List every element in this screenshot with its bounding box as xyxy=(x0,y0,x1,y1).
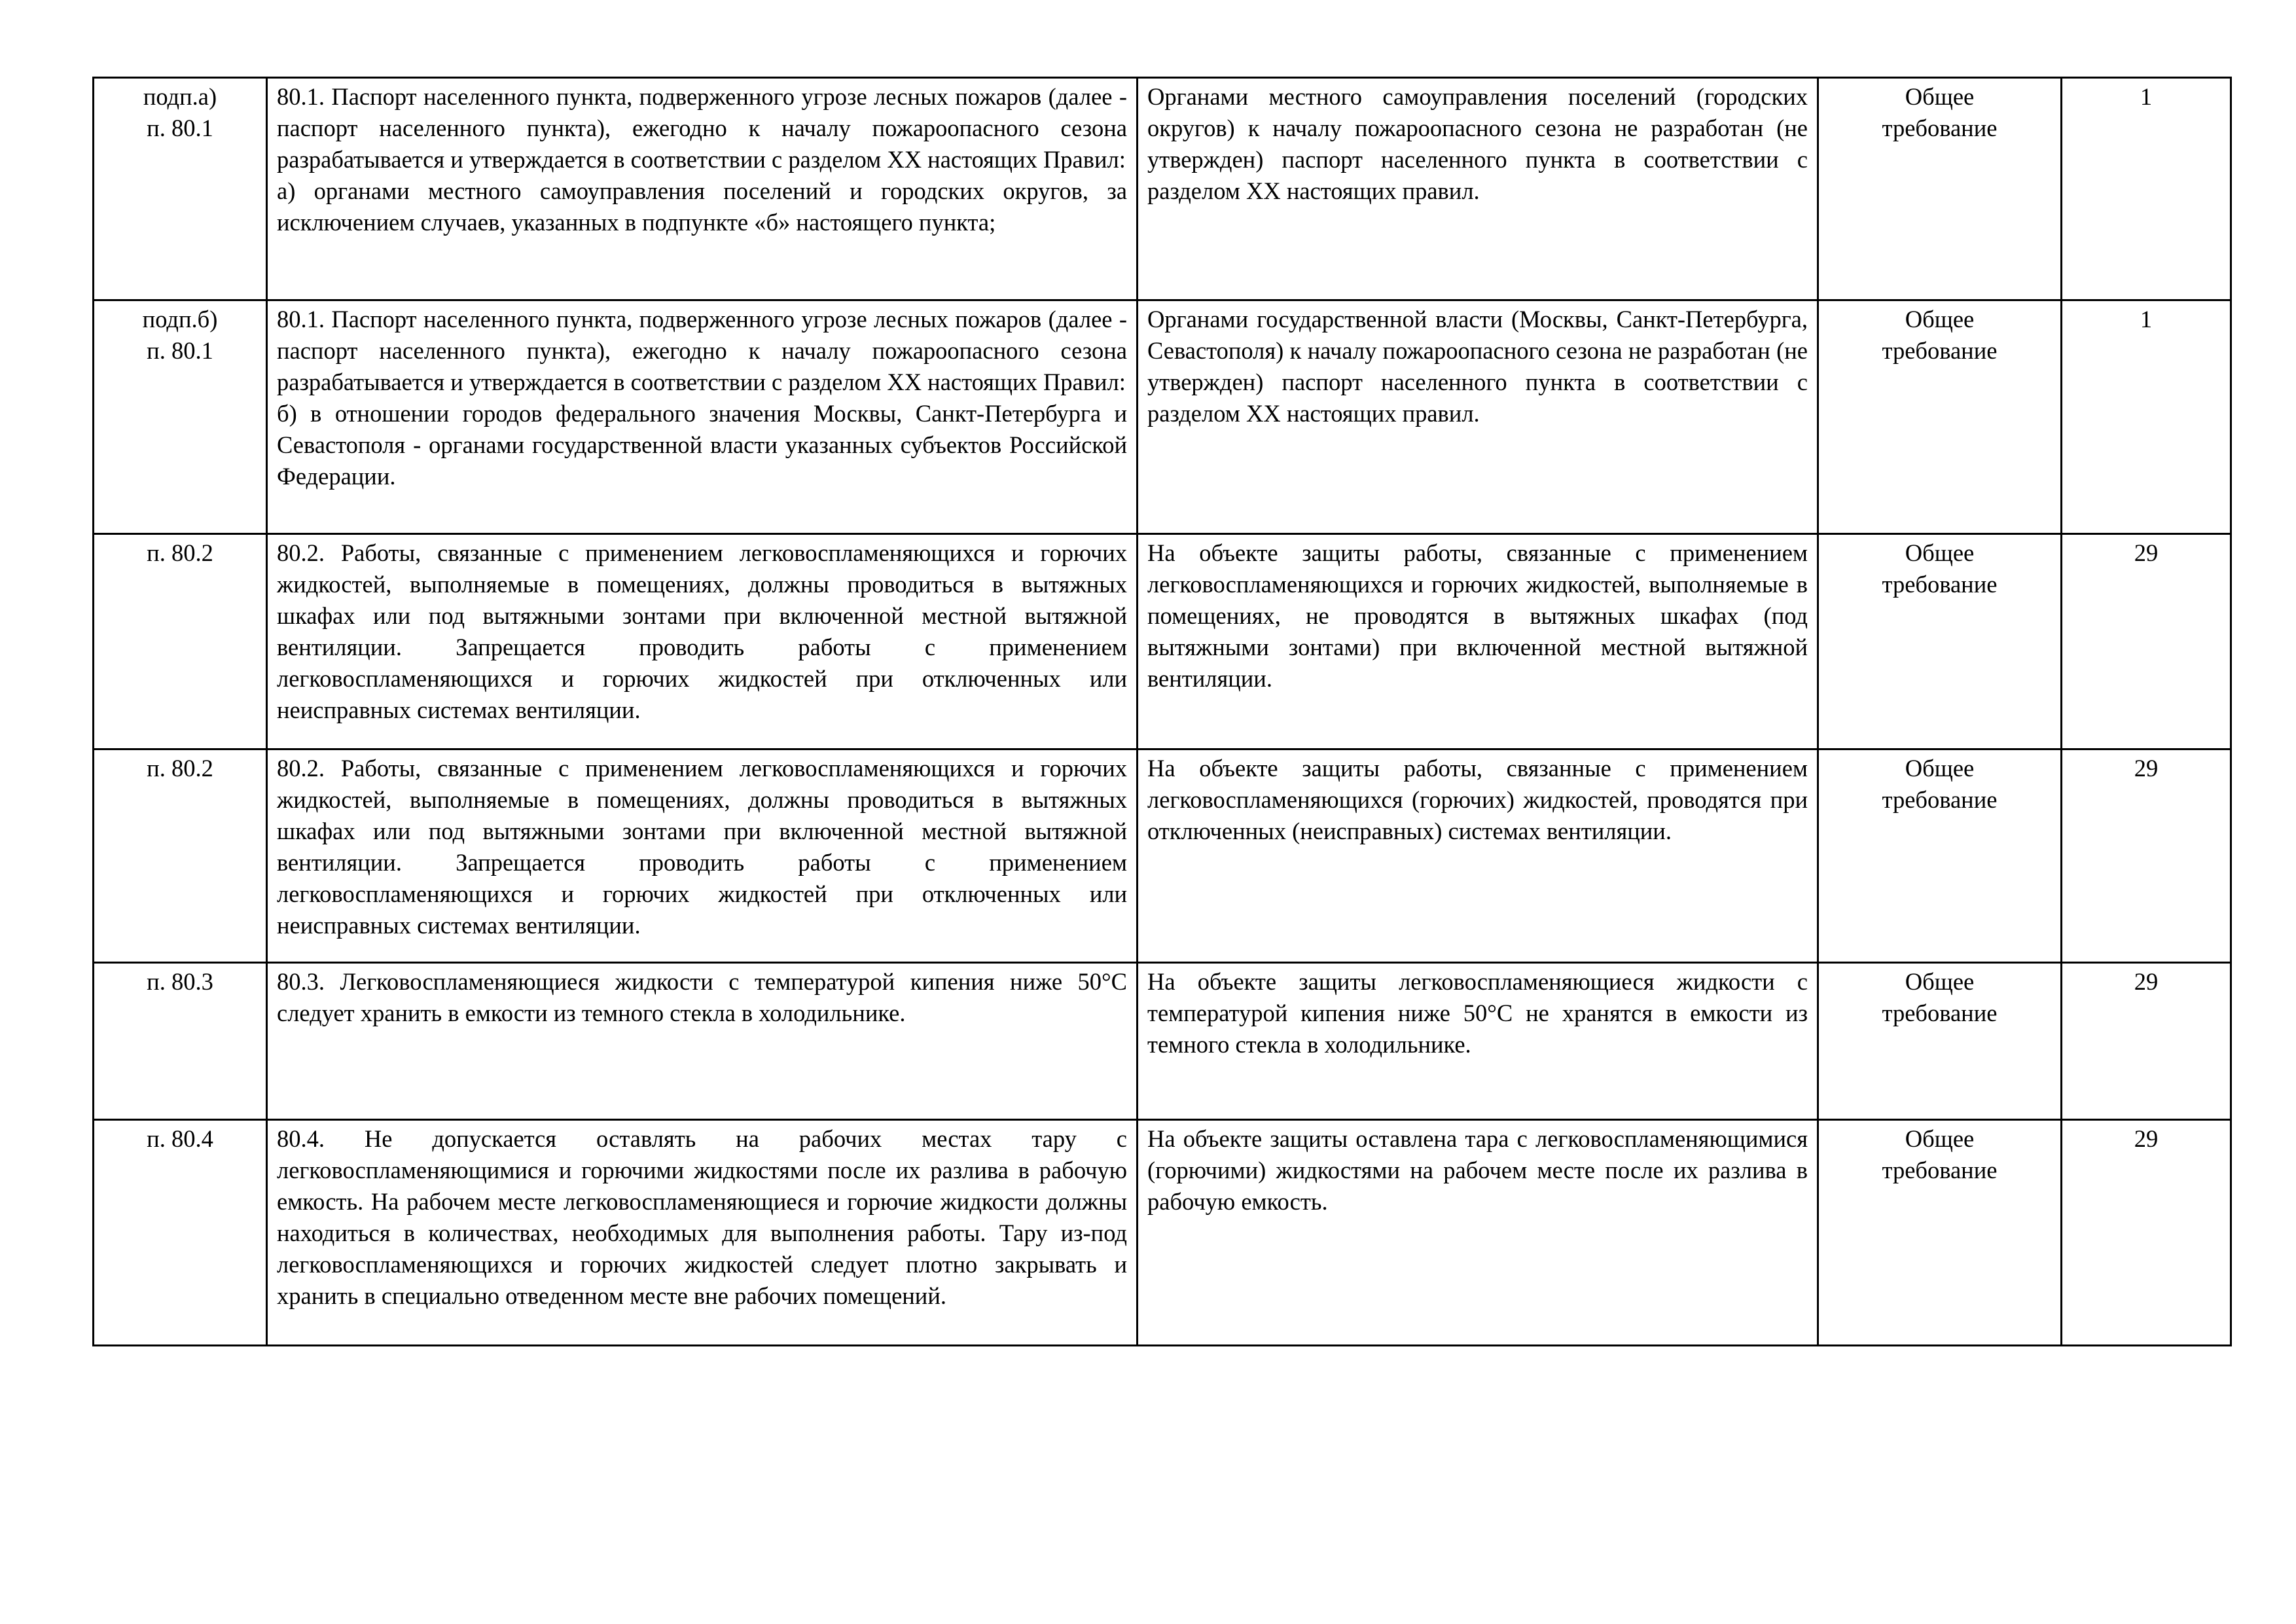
number-cell xyxy=(2062,749,2231,963)
requirement-text-cell xyxy=(267,963,1138,1120)
requirement-type-line: требование xyxy=(1882,1000,1998,1026)
number-value: 1 xyxy=(2140,83,2153,110)
clause-reference-line: п. 80.4 xyxy=(147,1125,213,1152)
table-row xyxy=(94,300,2231,534)
number-value: 29 xyxy=(2134,755,2159,782)
violation-text: На объекте защиты легковоспламеняющиеся жидкости с температурой кипения ниже 50°С не хранятся в емкости из темного стекла в холодильнике. xyxy=(1147,968,1808,1058)
number-cell xyxy=(2062,300,2231,534)
requirement-type-line: требование xyxy=(1882,337,1998,364)
number-cell xyxy=(2062,534,2231,749)
requirement-type-cell xyxy=(1818,749,2062,963)
requirement-type-line: требование xyxy=(1882,115,1998,141)
requirement-text: 80.1. Паспорт населенного пункта, подверженного угрозе лесных пожаров (далее - паспорт населенного пункта), ежегодно к началу пожароопасного сезона разрабатывается и утверждается в соответствии с разделом XX настоящих Правил: xyxy=(277,83,1127,173)
requirements-table xyxy=(92,77,2232,1346)
requirement-type-line: Общее xyxy=(1905,83,1975,110)
requirement-type-cell xyxy=(1818,963,2062,1120)
violation-text-cell xyxy=(1138,534,1818,749)
number-cell xyxy=(2062,1120,2231,1346)
requirement-type-cell xyxy=(1818,78,2062,300)
table-row xyxy=(94,78,2231,300)
table-row xyxy=(94,749,2231,963)
requirement-text-cell xyxy=(267,749,1138,963)
requirement-text: 80.3. Легковоспламеняющиеся жидкости с температурой кипения ниже 50°С следует хранить в емкости из темного стекла в холодильнике. xyxy=(277,968,1127,1026)
violation-text-cell xyxy=(1138,1120,1818,1346)
clause-reference-cell xyxy=(94,963,267,1120)
number-cell xyxy=(2062,78,2231,300)
clause-reference-line: п. 80.1 xyxy=(147,337,213,364)
requirement-type-line: Общее xyxy=(1905,1125,1975,1152)
table-row xyxy=(94,1120,2231,1346)
table-row xyxy=(94,534,2231,749)
clause-reference-line: подп.б) xyxy=(142,306,218,333)
clause-reference-cell xyxy=(94,1120,267,1346)
requirement-subclause: а) органами местного самоуправления поселений и городских округов, за исключением случаев, указанных в подпункте «б» настоящего пункта; xyxy=(277,177,1127,236)
number-cell xyxy=(2062,963,2231,1120)
violation-text-cell xyxy=(1138,963,1818,1120)
requirement-type-cell xyxy=(1818,1120,2062,1346)
requirement-text-cell xyxy=(267,534,1138,749)
requirement-text: 80.4. Не допускается оставлять на рабочих местах тару с легковоспламеняющимися и горючими жидкостями после их разлива в рабочую емкость. На рабочем месте легковоспламеняющиеся и горючие жидкости должны находиться в количествах, необходимых для выполнения работы. Тару из-под легковоспламеняющихся и горючих жидкостей следует плотно закрывать и хранить в специально отведенном месте вне рабочих помещений. xyxy=(277,1125,1127,1309)
requirement-type-cell xyxy=(1818,300,2062,534)
requirement-type-line: требование xyxy=(1882,571,1998,598)
requirement-type-line: Общее xyxy=(1905,755,1975,782)
requirement-type-line: требование xyxy=(1882,1157,1998,1183)
requirement-type-cell xyxy=(1818,534,2062,749)
clause-reference-line: п. 80.1 xyxy=(147,115,213,141)
number-value: 29 xyxy=(2134,539,2159,566)
requirement-type-line: Общее xyxy=(1905,968,1975,995)
clause-reference-cell xyxy=(94,534,267,749)
table-row xyxy=(94,963,2231,1120)
violation-text: Органами государственной власти (Москвы, Санкт-Петербурга, Севастополя) к началу пожароопасного сезона не разработан (не утвержден) паспорт населенного пункта в соответствии с разделом XX настоящих правил. xyxy=(1147,306,1808,427)
violation-text: На объекте защиты работы, связанные с применением легковоспламеняющихся и горючих жидкостей, выполняемые в помещениях, не проводятся в вытяжных шкафах (под вытяжными зонтами) при включенной местной вытяжной вентиляции. xyxy=(1147,539,1808,692)
violation-text: На объекте защиты работы, связанные с применением легковоспламеняющихся (горючих) жидкостей, проводятся при отключенных (неисправных) системах вентиляции. xyxy=(1147,755,1808,844)
clause-reference-line: п. 80.2 xyxy=(147,755,213,782)
requirement-type-line: требование xyxy=(1882,786,1998,813)
violation-text: На объекте защиты оставлена тара с легковоспламеняющимися (горючими) жидкостями на рабочем месте после их разлива в рабочую емкость. xyxy=(1147,1125,1808,1215)
requirement-type-line: Общее xyxy=(1905,306,1975,333)
requirement-text-cell xyxy=(267,78,1138,300)
requirement-subclause: б) в отношении городов федерального значения Москвы, Санкт-Петербурга и Севастополя - органами государственной власти указанных субъектов Российской Федерации. xyxy=(277,400,1127,490)
clause-reference-cell xyxy=(94,300,267,534)
violation-text-cell xyxy=(1138,300,1818,534)
violation-text: Органами местного самоуправления поселений (городских округов) к началу пожароопасного сезона не разработан (не утвержден) паспорт населенного пункта в соответствии с разделом XX настоящих правил. xyxy=(1147,83,1808,204)
clause-reference-cell xyxy=(94,78,267,300)
number-value: 29 xyxy=(2134,968,2159,995)
requirement-text: 80.2. Работы, связанные с применением легковоспламеняющихся и горючих жидкостей, выполняемые в помещениях, должны проводиться в вытяжных шкафах или под вытяжными зонтами при включенной местной вытяжной вентиляции. Запрещается проводить работы с применением легковоспламеняющихся и горючих жидкостей при отключенных или неисправных системах вентиляции. xyxy=(277,539,1127,723)
number-value: 29 xyxy=(2134,1125,2159,1152)
violation-text-cell xyxy=(1138,78,1818,300)
requirement-text: 80.2. Работы, связанные с применением легковоспламеняющихся и горючих жидкостей, выполняемые в помещениях, должны проводиться в вытяжных шкафах или под вытяжными зонтами при включенной местной вытяжной вентиляции. Запрещается проводить работы с применением легковоспламеняющихся и горючих жидкостей при отключенных или неисправных системах вентиляции. xyxy=(277,755,1127,939)
requirement-text: 80.1. Паспорт населенного пункта, подверженного угрозе лесных пожаров (далее - паспорт населенного пункта), ежегодно к началу пожароопасного сезона разрабатывается и утверждается в соответствии с разделом XX настоящих Правил: xyxy=(277,306,1127,395)
requirement-text-cell xyxy=(267,1120,1138,1346)
requirement-text-cell xyxy=(267,300,1138,534)
clause-reference-line: п. 80.3 xyxy=(147,968,213,995)
clause-reference-line: подп.а) xyxy=(143,83,217,110)
violation-text-cell xyxy=(1138,749,1818,963)
clause-reference-cell xyxy=(94,749,267,963)
requirement-type-line: Общее xyxy=(1905,539,1975,566)
number-value: 1 xyxy=(2140,306,2153,333)
clause-reference-line: п. 80.2 xyxy=(147,539,213,566)
